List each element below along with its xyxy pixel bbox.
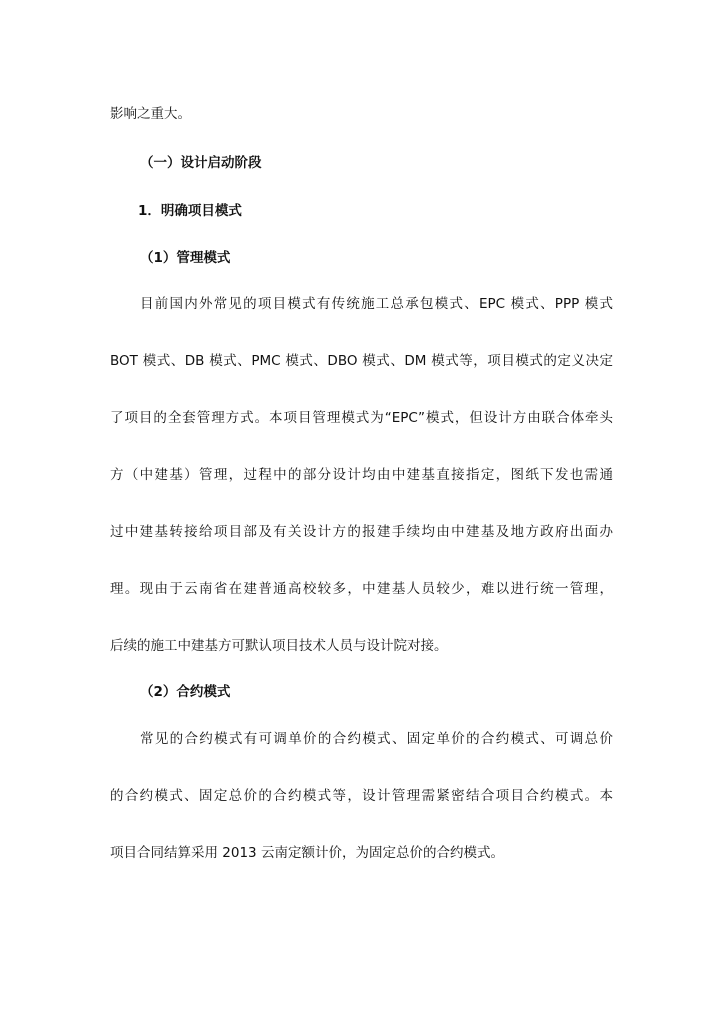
paragraph-line: BOT 模式、DB 模式、PMC 模式、DBO 模式、DM 模式等，项目模式的定义决定	[110, 353, 613, 369]
section-heading: （1）管理模式	[140, 250, 231, 266]
section-heading: （一）设计启动阶段	[140, 155, 262, 171]
paragraph-line: 后续的施工中建基方可默认项目技术人员与设计院对接。	[110, 638, 448, 654]
paragraph-line: 影响之重大。	[110, 106, 191, 122]
paragraph-line: 项目合同结算采用 2013 云南定额计价，为固定总价的合约模式。	[110, 845, 504, 861]
paragraph-line: 目前国内外常见的项目模式有传统施工总承包模式、EPC 模式、PPP 模式	[140, 296, 613, 312]
section-heading: （2）合约模式	[140, 684, 231, 700]
paragraph-line: 过中建基转接给项目部及有关设计方的报建手续均由中建基及地方政府出面办	[110, 524, 613, 540]
section-heading: 1．明确项目模式	[138, 203, 242, 219]
paragraph-line: 常见的合约模式有可调单价的合约模式、固定单价的合约模式、可调总价	[140, 731, 613, 747]
paragraph-line: 方（中建基）管理，过程中的部分设计均由中建基直接指定，图纸下发也需通	[110, 467, 613, 483]
paragraph-line: 理。现由于云南省在建普通高校较多，中建基人员较少，难以进行统一管理，	[110, 581, 613, 597]
paragraph-line: 了项目的全套管理方式。本项目管理模式为“EPC”模式，但设计方由联合体牵头	[110, 410, 613, 426]
paragraph-line: 的合约模式、固定总价的合约模式等，设计管理需紧密结合项目合约模式。本	[110, 788, 613, 804]
